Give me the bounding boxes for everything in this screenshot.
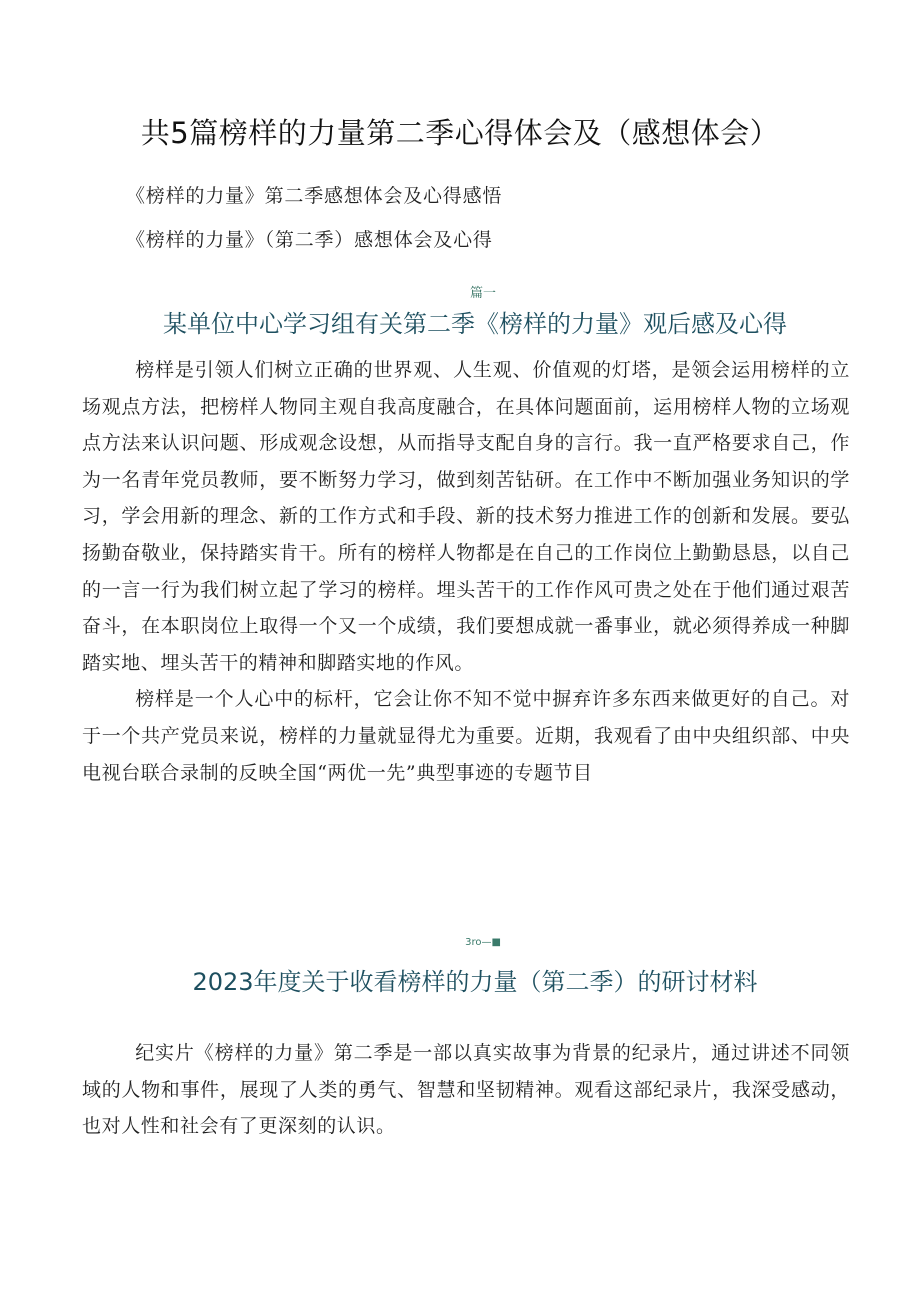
toc-item-1[interactable]: 《榜样的力量》第二季感想体会及心得感悟 [126,185,503,207]
section-label-2: 3ro—■ [465,937,501,948]
section-body-2 [82,1035,850,1145]
toc-item-2[interactable]: 《榜样的力量》（第二季）感想体会及心得 [126,229,493,251]
paragraph: 榜样是引领人们树立正确的世界观、人生观、价值观的灯塔，是领会运用榜样的立场观点方法，把榜样人物同主观自我高度融合，在具体问题面前，运用榜样人物的立场观点方法来认识问题、形成观念设想，从而指导支配自身的言行。我一直严格要求自己，作为一名青年党员教师，要不断努力学习，做到刻苦钻研。在工作中不断加强业务知识的学习，学会用新的理念、新的工作方式和手段、新的技术努力推进工作的创新和发展。要弘扬勤奋敬业，保持踏实肯干。所有的榜样人物都是在自己的工作岗位上勤勤恳恳，以自己的一言一行为我们树立起了学习的榜样。埋头苦干的工作作风可贵之处在于他们通过艰苦奋斗，在本职岗位上取得一个又一个成绩，我们要想成就一番事业，就必须得养成一种脚踏实地、埋头苦干的精神和脚踏实地的作风。 [82,359,850,674]
section-heading-1: 某单位中心学习组有关第二季《榜样的力量》观后感及心得 [163,310,787,338]
paragraph: 榜样是一个人心中的标杆，它会让你不知不觉中摒弃许多东西来做更好的自己。对于一个共产党员来说，榜样的力量就显得尤为重要。近期，我观看了由中央组织部、中央电视台联合录制的反映全国“两优一先”典型事迹的专题节目 [82,688,850,784]
section-heading-2: 2023年度关于收看榜样的力量（第二季）的研讨材料 [192,968,758,996]
table-of-contents [126,180,826,268]
paragraph: 纪实片《榜样的力量》第二季是一部以真实故事为背景的纪录片，通过讲述不同领域的人物和事件，展现了人类的勇气、智慧和坚韧精神。观看这部纪录片，我深受感动，也对人性和社会有了更深刻的认识。 [82,1042,850,1138]
document-title: 共5篇榜样的力量第二季心得体会及（感想体会） [140,116,780,150]
section-body-1 [82,352,850,791]
section-label-1: 篇一 [469,286,496,301]
